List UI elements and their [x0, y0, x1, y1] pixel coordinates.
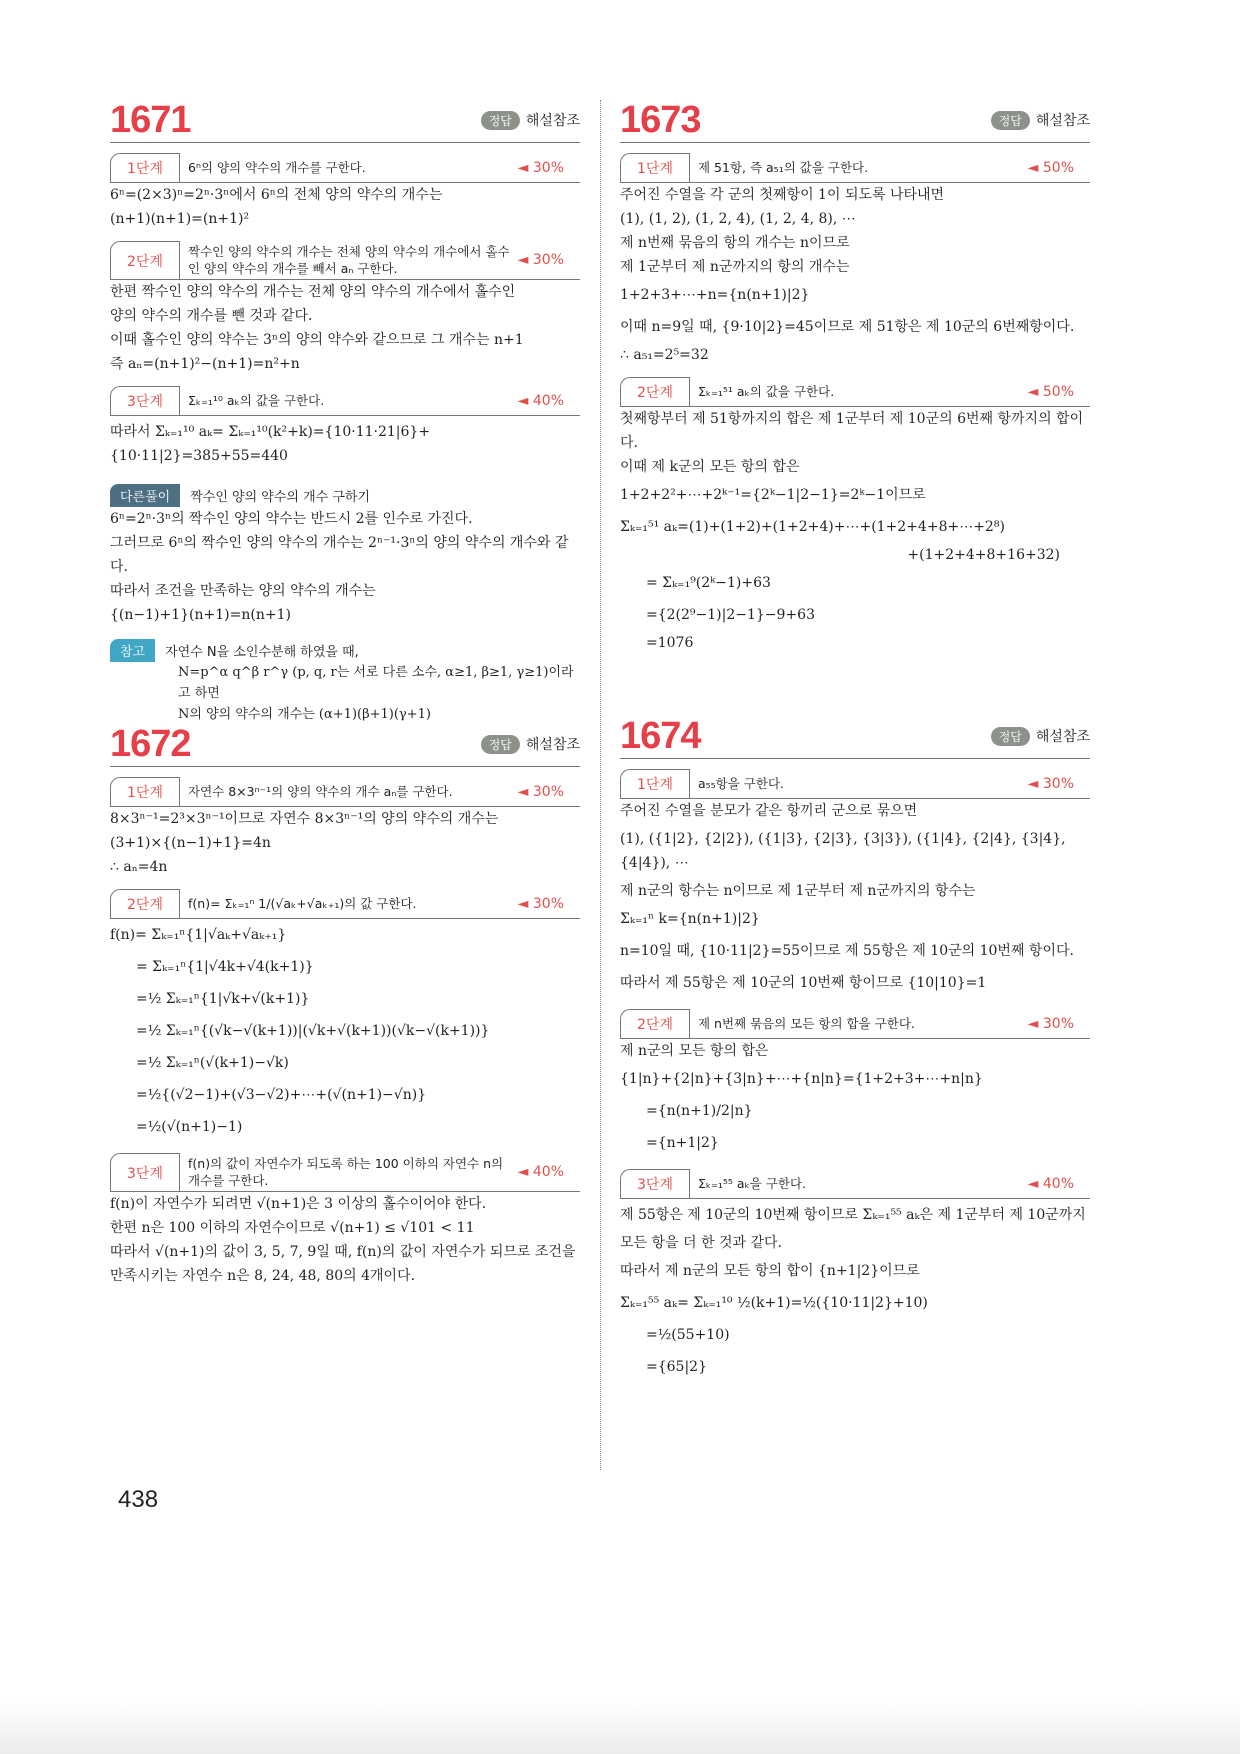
solution-line: 한편 짝수인 양의 약수의 개수는 전체 양의 약수의 개수에서 홀수인 [110, 284, 516, 300]
answer-indicator [481, 734, 580, 754]
step-score: ◄ 30% [517, 895, 564, 912]
step-description: 짝수인 양의 약수의 개수는 전체 양의 약수의 개수에서 홀수인 양의 약수의 개수를 빼서 aₙ 구한다. [188, 244, 510, 276]
alternative-solution-title: 짝수인 양의 약수의 개수 구하기 [190, 490, 371, 505]
alternative-solution-tag: 다른풀이 [110, 484, 180, 507]
solution-line: 주어진 수열을 각 군의 첫째항이 1이 되도록 나타내면 [620, 187, 945, 203]
step-score: ◄ 30% [1027, 1015, 1074, 1032]
step-label: 2단계 [620, 1009, 690, 1038]
step-header [620, 153, 1090, 183]
step-score: ◄ 30% [1027, 775, 1074, 792]
solution-line: {1|n}+{2|n}+{3|n}+⋯+{n|n}={1+2+3+⋯+n|n} [620, 1071, 983, 1087]
problem-header [620, 96, 1090, 143]
solution-line: f(n)이 자연수가 되려면 √(n+1)은 3 이상의 홀수이어야 한다. [110, 1196, 487, 1212]
solution-line: 그러므로 6ⁿ의 짝수인 양의 약수의 개수는 2ⁿ⁻¹·3ⁿ의 양의 약수의 개수와 같다. [110, 535, 569, 575]
problem-1673 [620, 96, 1090, 655]
answer-text: 해설참조 [1035, 729, 1090, 745]
solution-line: ={n(n+1)/2|n} [646, 1103, 753, 1119]
step-header [110, 153, 580, 183]
solution-line: ={2(2⁹−1)|2−1}−9+63 [646, 607, 815, 623]
solution-line: 6ⁿ=2ⁿ·3ⁿ의 짝수인 양의 약수는 반드시 2를 인수로 가진다. [110, 511, 473, 527]
step-header [620, 1169, 1090, 1199]
solution-line: 제 n군의 항수는 n이므로 제 1군부터 제 n군까지의 항수는 [620, 883, 976, 899]
step-score: ◄ 30% [517, 252, 564, 268]
solution-line: 한편 n은 100 이하의 자연수이므로 √(n+1) ≤ √101 < 11 [110, 1220, 475, 1236]
problem-header [110, 96, 580, 143]
problem-1671 [110, 96, 580, 725]
problem-header [620, 712, 1090, 759]
solution-line: 첫째항부터 제 51항까지의 합은 제 1군부터 제 10군의 6번째 항까지의 합이다. [620, 411, 1084, 451]
problem-number: 1673 [620, 99, 701, 141]
solution-line: =½ Σₖ₌₁ⁿ{1|√k+√(k+1)} [136, 991, 310, 1007]
solution-line: Σₖ₌₁ⁿ k={n(n+1)|2} [620, 911, 760, 927]
answer-badge: 정답 [991, 111, 1030, 130]
step-header [110, 241, 580, 280]
step-header [110, 1153, 580, 1192]
solution-line: 따라서 Σₖ₌₁¹⁰ aₖ= Σₖ₌₁¹⁰(k²+k)={10·11·21|6}+{10·11|2}=385+55=440 [110, 424, 431, 464]
problem-number: 1674 [620, 715, 701, 757]
solution-line: ∴ a₅₁=2⁵=32 [620, 347, 709, 363]
step-description: Σₖ₌₁¹⁰ aₖ의 값을 구한다. [188, 393, 325, 408]
step-label: 1단계 [620, 769, 690, 798]
step-label: 1단계 [620, 153, 690, 182]
step-header [620, 377, 1090, 407]
step-header [620, 769, 1090, 799]
problem-1672 [110, 720, 580, 1288]
step-label: 1단계 [110, 153, 180, 182]
solution-line: 제 55항은 제 10군의 10번째 항이므로 Σₖ₌₁⁵⁵ aₖ은 제 1군부터 제 10군까지 [620, 1207, 1086, 1223]
step-description: 제 n번째 묶음의 모든 항의 합을 구한다. [698, 1016, 915, 1031]
solution-line: 주어진 수열을 분모가 같은 항끼리 군으로 묶으면 [620, 803, 918, 819]
solution-line: 이때 홀수인 양의 약수는 3ⁿ의 양의 약수와 같으므로 그 개수는 n+1 [110, 332, 524, 348]
note-line: N=p^α q^β r^γ (p, q, r는 서로 다른 소수, α≥1, β≥1, γ≥1)이라고 하면 [178, 665, 574, 701]
problem-1674 [620, 712, 1090, 1383]
solution-line: Σₖ₌₁⁵¹ aₖ=(1)+(1+2)+(1+2+4)+⋯+(1+2+4+8+⋯+2⁸) [620, 519, 1005, 535]
problem-header [110, 720, 580, 767]
solution-line: (3+1)×{(n−1)+1}=4n [110, 835, 271, 851]
note-text: 자연수 N을 소인수분해 하였을 때, [165, 645, 359, 660]
solution-line: 제 n군의 모든 항의 합은 [620, 1043, 769, 1059]
answer-badge: 정답 [481, 735, 520, 754]
step-label: 2단계 [110, 889, 180, 918]
solution-line: 따라서 제 n군의 모든 항의 합이 {n+1|2}이므로 [620, 1263, 920, 1279]
problem-number: 1672 [110, 723, 191, 765]
step-score: ◄ 40% [517, 392, 564, 409]
solution-line: 따라서 √(n+1)의 값이 3, 5, 7, 9일 때, f(n)의 값이 자연수가 되므로 조건을 [110, 1244, 576, 1260]
solution-line: 1+2+3+⋯+n={n(n+1)|2} [620, 287, 810, 303]
solution-line: 따라서 조건을 만족하는 양의 약수의 개수는 [110, 583, 376, 599]
step-description: 자연수 8×3ⁿ⁻¹의 양의 약수의 개수 aₙ를 구한다. [188, 784, 453, 799]
step-description: Σₖ₌₁⁵¹ aₖ의 값을 구한다. [698, 384, 835, 399]
solution-line: ={65|2} [646, 1359, 707, 1375]
solution-line: (n+1)(n+1)=(n+1)² [110, 211, 250, 227]
solution-line: n=10일 때, {10·11|2}=55이므로 제 55항은 제 10군의 10번째 항이다. [620, 943, 1074, 959]
step-description: Σₖ₌₁⁵⁵ aₖ을 구한다. [698, 1176, 807, 1191]
step-score: ◄ 40% [517, 1164, 564, 1180]
note-tag: 참고 [110, 639, 155, 662]
solution-line: = Σₖ₌₁⁹(2ᵏ−1)+63 [646, 575, 771, 591]
solution-line: 양의 약수의 개수를 뺀 것과 같다. [110, 308, 313, 324]
solution-line: (1), ({1|2}, {2|2}), ({1|3}, {2|3}, {3|3}), ({1|4}, {2|4}, {3|4}, {4|4}), ⋯ [620, 831, 1066, 871]
solution-line: 제 n번째 묶음의 항의 개수는 n이므로 [620, 235, 850, 251]
solution-line: 제 1군부터 제 n군까지의 항의 개수는 [620, 259, 850, 275]
solution-line: =½(55+10) [646, 1327, 730, 1343]
step-score: ◄ 30% [517, 783, 564, 800]
step-label: 1단계 [110, 777, 180, 806]
solution-line: =1076 [646, 635, 694, 651]
solution-line: 6ⁿ=(2×3)ⁿ=2ⁿ·3ⁿ에서 6ⁿ의 전체 양의 약수의 개수는 [110, 187, 443, 203]
step-header [110, 889, 580, 919]
step-description: f(n)의 값이 자연수가 되도록 하는 100 이하의 자연수 n의 개수를 구한다. [188, 1156, 504, 1188]
solution-line: 이때 n=9일 때, {9·10|2}=45이므로 제 51항은 제 10군의 6번째항이다. [620, 319, 1075, 335]
step-score: ◄ 30% [517, 159, 564, 176]
step-header [110, 777, 580, 807]
solution-line: 1+2+2²+⋯+2ᵏ⁻¹={2ᵏ−1|2−1}=2ᵏ−1이므로 [620, 487, 926, 503]
solution-line: =½ Σₖ₌₁ⁿ{(√k−√(k+1))|(√k+√(k+1))(√k−√(k+1))} [136, 1023, 490, 1039]
solution-line: 따라서 제 55항은 제 10군의 10번째 항이므로 {10|10}=1 [620, 975, 987, 991]
answer-text: 해설참조 [1035, 113, 1090, 129]
step-score: ◄ 40% [1027, 1175, 1074, 1192]
solution-line: = Σₖ₌₁ⁿ{1|√4k+√4(k+1)} [136, 959, 314, 975]
step-label: 3단계 [110, 1153, 180, 1191]
solution-line: 8×3ⁿ⁻¹=2³×3ⁿ⁻¹이므로 자연수 8×3ⁿ⁻¹의 양의 약수의 개수는 [110, 811, 499, 827]
solution-line: +(1+2+4+8+16+32) [907, 547, 1060, 563]
alternative-solution-header [110, 484, 580, 507]
note-line: N의 양의 약수의 개수는 (α+1)(β+1)(γ+1) [178, 707, 431, 722]
solution-line: 즉 aₙ=(n+1)²−(n+1)=n²+n [110, 356, 300, 372]
step-description: 6ⁿ의 양의 약수의 개수를 구한다. [188, 160, 366, 175]
solution-line: =½{(√2−1)+(√3−√2)+⋯+(√(n+1)−√n)} [136, 1087, 427, 1103]
step-header [620, 1009, 1090, 1039]
problem-number: 1671 [110, 99, 191, 141]
answer-badge: 정답 [991, 727, 1030, 746]
solution-line: 만족시키는 자연수 n은 8, 24, 48, 80의 4개이다. [110, 1268, 416, 1284]
note-header [110, 639, 580, 662]
solution-line: =½ Σₖ₌₁ⁿ(√(k+1)−√k) [136, 1055, 289, 1071]
step-description: f(n)= Σₖ₌₁ⁿ 1/(√aₖ+√aₖ₊₁)의 값 구한다. [188, 896, 417, 911]
answer-indicator [991, 726, 1090, 746]
solution-line: 이때 제 k군의 모든 항의 합은 [620, 459, 800, 475]
step-label: 3단계 [620, 1169, 690, 1198]
step-label: 2단계 [620, 377, 690, 406]
column-divider [600, 100, 601, 1470]
page-number: 438 [118, 1486, 159, 1513]
step-header [110, 386, 580, 416]
step-description: a₅₅항을 구한다. [698, 776, 785, 791]
answer-text: 해설참조 [525, 737, 580, 753]
answer-indicator [481, 110, 580, 130]
answer-badge: 정답 [481, 111, 520, 130]
step-label: 2단계 [110, 241, 180, 279]
step-label: 3단계 [110, 386, 180, 415]
solution-line: 모든 항을 더 한 것과 같다. [620, 1235, 782, 1251]
solution-line: {(n−1)+1}(n+1)=n(n+1) [110, 607, 291, 623]
step-score: ◄ 50% [1027, 159, 1074, 176]
solution-line: (1), (1, 2), (1, 2, 4), (1, 2, 4, 8), ⋯ [620, 211, 856, 227]
solution-line: ∴ aₙ=4n [110, 859, 168, 875]
solution-line: f(n)= Σₖ₌₁ⁿ{1|√aₖ+√aₖ₊₁} [110, 927, 287, 943]
solution-line: ={n+1|2} [646, 1135, 719, 1151]
step-score: ◄ 50% [1027, 383, 1074, 400]
solution-line: =½(√(n+1)−1) [136, 1119, 243, 1135]
answer-text: 해설참조 [525, 113, 580, 129]
answer-indicator [991, 110, 1090, 130]
solution-line: Σₖ₌₁⁵⁵ aₖ= Σₖ₌₁¹⁰ ½(k+1)=½({10·11|2}+10) [620, 1295, 928, 1311]
step-description: 제 51항, 즉 a₅₁의 값을 구한다. [698, 160, 869, 175]
